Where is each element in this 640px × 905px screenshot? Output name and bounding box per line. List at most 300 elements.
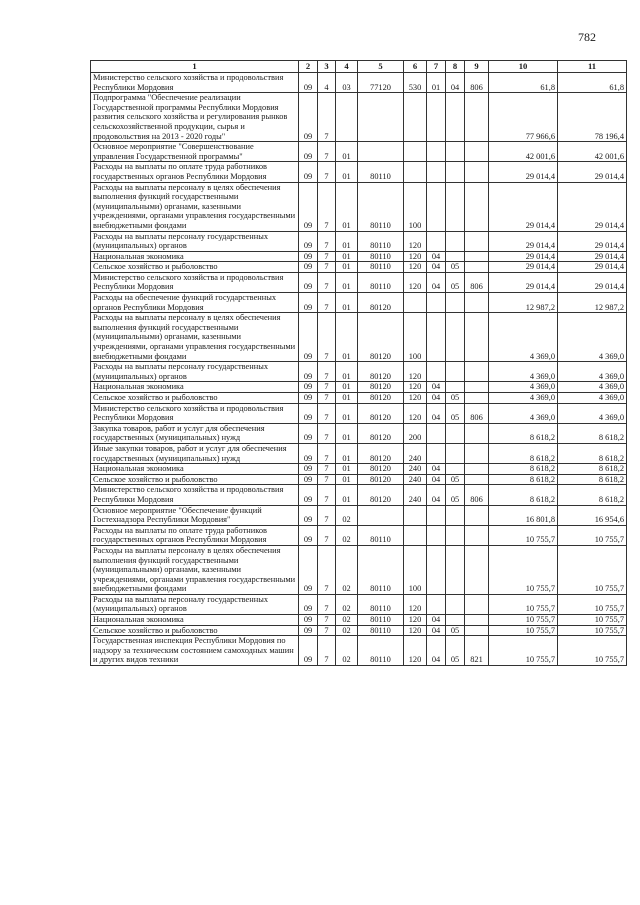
amount-year-2-cell: 29 014,4 [558,251,627,262]
code-expense-type-cell: 120 [404,382,427,393]
code-admin-cell [465,615,489,626]
code-expense-type-cell: 100 [404,182,427,231]
code-section-cell [427,142,446,162]
code-subsection-cell: 05 [446,636,465,666]
code-direction-cell: 80110 [358,182,404,231]
amount-year-2-cell: 10 755,7 [558,625,627,636]
code-admin-cell: 806 [465,73,489,93]
code-section-cell: 04 [427,485,446,505]
row-name-cell: Основное мероприятие "Обеспечение функций Гостехнадзора Республики Мордовия" [91,505,299,525]
code-admin-cell [465,293,489,313]
table-row [91,293,627,313]
amount-year-2-cell: 8 618,2 [558,423,627,443]
code-subsection-cell [446,423,465,443]
code-subsection-cell [446,443,465,463]
table-body [91,73,627,666]
code-ministry-cell: 09 [299,525,318,545]
amount-year-1-cell: 4 369,0 [489,362,558,382]
code-ministry-cell: 09 [299,182,318,231]
column-header: 8 [446,61,465,73]
table-row [91,162,627,182]
code-subprogram-cell: 02 [336,636,358,666]
amount-year-2-cell: 42 001,6 [558,142,627,162]
amount-year-1-cell: 4 369,0 [489,393,558,404]
code-program-cell: 7 [318,403,336,423]
code-subprogram-cell: 01 [336,362,358,382]
table-row [91,423,627,443]
row-name-cell: Расходы на выплаты персоналу государственных (муниципальных) органов [91,362,299,382]
code-ministry-cell: 09 [299,594,318,614]
code-expense-type-cell: 120 [404,393,427,404]
code-subprogram-cell: 01 [336,182,358,231]
code-section-cell [427,545,446,594]
row-name-cell: Расходы на выплаты персоналу в целях обеспечения выполнения функций государственными (муниципальными) органами, казенными учреждениями, органами управления государственными внебюджетными фондами [91,182,299,231]
code-direction-cell: 80120 [358,485,404,505]
amount-year-2-cell: 4 369,0 [558,362,627,382]
row-name-cell: Иные закупки товаров, работ и услуг для обеспечения государственных (муниципальных) нужд [91,443,299,463]
amount-year-1-cell: 4 369,0 [489,313,558,362]
table-row [91,464,627,475]
code-subsection-cell [446,231,465,251]
code-section-cell: 04 [427,251,446,262]
code-subprogram-cell: 01 [336,293,358,313]
table-row [91,443,627,463]
code-direction-cell: 80110 [358,162,404,182]
code-ministry-cell: 09 [299,545,318,594]
code-direction-cell [358,142,404,162]
code-direction-cell: 80110 [358,636,404,666]
code-subsection-cell: 05 [446,474,465,485]
code-direction-cell: 80110 [358,625,404,636]
amount-year-1-cell: 8 618,2 [489,485,558,505]
code-admin-cell [465,464,489,475]
row-name-cell: Подпрограмма "Обеспечение реализации Государственной программы Республики Мордовия развития сельского хозяйства и регулирования рынков сельскохозяйственной продукции, сырья и продовольствия на 2013 - 2020 годы" [91,93,299,142]
table-row [91,73,627,93]
code-program-cell: 7 [318,142,336,162]
code-expense-type-cell: 120 [404,362,427,382]
table-row [91,545,627,594]
amount-year-2-cell: 10 755,7 [558,615,627,626]
code-subprogram-cell: 01 [336,382,358,393]
code-program-cell: 7 [318,382,336,393]
amount-year-2-cell: 29 014,4 [558,231,627,251]
code-subsection-cell [446,382,465,393]
row-name-cell: Сельское хозяйство и рыболовство [91,625,299,636]
code-admin-cell [465,251,489,262]
code-subsection-cell [446,594,465,614]
amount-year-2-cell: 8 618,2 [558,464,627,475]
code-subsection-cell [446,362,465,382]
code-direction-cell: 80120 [358,403,404,423]
amount-year-1-cell: 10 755,7 [489,594,558,614]
table-row [91,231,627,251]
code-subprogram-cell: 01 [336,393,358,404]
code-subsection-cell [446,182,465,231]
code-subsection-cell [446,525,465,545]
code-expense-type-cell: 120 [404,272,427,292]
column-header: 10 [489,61,558,73]
code-direction-cell: 80120 [358,313,404,362]
amount-year-1-cell: 10 755,7 [489,545,558,594]
code-direction-cell: 77120 [358,73,404,93]
row-name-cell: Сельское хозяйство и рыболовство [91,262,299,273]
column-header: 1 [91,61,299,73]
code-section-cell: 04 [427,636,446,666]
code-subprogram-cell [336,93,358,142]
code-ministry-cell: 09 [299,313,318,362]
amount-year-2-cell: 61,8 [558,73,627,93]
code-subprogram-cell: 01 [336,443,358,463]
table-row [91,142,627,162]
code-expense-type-cell [404,93,427,142]
amount-year-2-cell: 8 618,2 [558,443,627,463]
code-ministry-cell: 09 [299,464,318,475]
code-subsection-cell: 05 [446,262,465,273]
code-expense-type-cell [404,293,427,313]
code-expense-type-cell: 240 [404,474,427,485]
code-admin-cell [465,525,489,545]
code-subsection-cell [446,313,465,362]
amount-year-1-cell: 29 014,4 [489,182,558,231]
table-row [91,403,627,423]
code-section-cell [427,594,446,614]
code-admin-cell [465,443,489,463]
code-program-cell: 7 [318,423,336,443]
amount-year-2-cell: 10 755,7 [558,545,627,594]
code-section-cell [427,162,446,182]
row-name-cell: Расходы на выплаты персоналу государственных (муниципальных) органов [91,594,299,614]
amount-year-1-cell: 29 014,4 [489,262,558,273]
table-row [91,505,627,525]
code-program-cell: 7 [318,313,336,362]
row-name-cell: Министерство сельского хозяйства и продовольствия Республики Мордовия [91,73,299,93]
amount-year-2-cell: 4 369,0 [558,403,627,423]
table-row [91,272,627,292]
code-ministry-cell: 09 [299,382,318,393]
code-program-cell: 7 [318,525,336,545]
table-row [91,615,627,626]
code-direction-cell: 80120 [358,443,404,463]
code-ministry-cell: 09 [299,251,318,262]
code-direction-cell: 80110 [358,545,404,594]
code-expense-type-cell: 120 [404,636,427,666]
code-program-cell: 7 [318,443,336,463]
code-subsection-cell [446,505,465,525]
code-admin-cell [465,182,489,231]
code-section-cell [427,525,446,545]
code-direction-cell: 80110 [358,615,404,626]
table-row [91,393,627,404]
code-direction-cell: 80110 [358,251,404,262]
code-admin-cell [465,594,489,614]
code-subsection-cell [446,162,465,182]
code-ministry-cell: 09 [299,505,318,525]
amount-year-2-cell: 29 014,4 [558,182,627,231]
amount-year-2-cell: 4 369,0 [558,393,627,404]
row-name-cell: Расходы на выплаты по оплате труда работников государственных органов Республики Мордовия [91,162,299,182]
code-program-cell: 7 [318,272,336,292]
code-program-cell: 7 [318,262,336,273]
code-ministry-cell: 09 [299,293,318,313]
code-admin-cell: 821 [465,636,489,666]
amount-year-1-cell: 29 014,4 [489,231,558,251]
code-section-cell: 04 [427,615,446,626]
code-ministry-cell: 09 [299,73,318,93]
row-name-cell: Расходы на выплаты по оплате труда работников государственных органов Республики Мордовия [91,525,299,545]
code-admin-cell: 806 [465,272,489,292]
code-admin-cell [465,142,489,162]
code-expense-type-cell [404,142,427,162]
code-section-cell: 04 [427,474,446,485]
code-subsection-cell [446,464,465,475]
code-expense-type-cell: 120 [404,625,427,636]
code-section-cell: 01 [427,73,446,93]
code-program-cell: 7 [318,393,336,404]
amount-year-1-cell: 61,8 [489,73,558,93]
amount-year-1-cell: 8 618,2 [489,423,558,443]
code-subprogram-cell: 02 [336,594,358,614]
code-admin-cell: 806 [465,485,489,505]
code-subprogram-cell: 01 [336,231,358,251]
amount-year-1-cell: 8 618,2 [489,474,558,485]
row-name-cell: Закупка товаров, работ и услуг для обеспечения государственных (муниципальных) нужд [91,423,299,443]
code-ministry-cell: 09 [299,403,318,423]
code-direction-cell: 80110 [358,231,404,251]
amount-year-1-cell: 12 987,2 [489,293,558,313]
code-section-cell: 04 [427,464,446,475]
code-program-cell: 7 [318,293,336,313]
code-subprogram-cell: 02 [336,525,358,545]
column-header: 4 [336,61,358,73]
code-ministry-cell: 09 [299,162,318,182]
row-name-cell: Национальная экономика [91,251,299,262]
amount-year-1-cell: 10 755,7 [489,625,558,636]
code-admin-cell [465,262,489,273]
code-program-cell: 7 [318,545,336,594]
code-section-cell: 04 [427,403,446,423]
code-direction-cell: 80120 [358,393,404,404]
code-section-cell [427,231,446,251]
code-admin-cell [465,625,489,636]
code-expense-type-cell: 200 [404,423,427,443]
code-admin-cell [465,393,489,404]
code-section-cell [427,182,446,231]
code-expense-type-cell: 120 [404,403,427,423]
amount-year-1-cell: 10 755,7 [489,636,558,666]
table-row [91,474,627,485]
row-name-cell: Расходы на выплаты персоналу государственных (муниципальных) органов [91,231,299,251]
code-subprogram-cell: 01 [336,403,358,423]
header-row [91,61,627,73]
code-program-cell: 7 [318,231,336,251]
code-expense-type-cell: 240 [404,485,427,505]
amount-year-2-cell: 10 755,7 [558,594,627,614]
code-program-cell: 7 [318,505,336,525]
code-subsection-cell [446,142,465,162]
code-subprogram-cell: 01 [336,485,358,505]
row-name-cell: Государственная инспекция Республики Мордовия по надзору за техническим состоянием самоходных машин и других видов техники [91,636,299,666]
amount-year-1-cell: 4 369,0 [489,382,558,393]
code-subprogram-cell: 01 [336,272,358,292]
code-expense-type-cell [404,505,427,525]
column-header: 11 [558,61,627,73]
code-ministry-cell: 09 [299,393,318,404]
column-header: 2 [299,61,318,73]
table-row [91,251,627,262]
code-direction-cell: 80120 [358,362,404,382]
table-row [91,594,627,614]
code-subprogram-cell: 01 [336,313,358,362]
code-subsection-cell: 04 [446,73,465,93]
code-expense-type-cell [404,525,427,545]
code-admin-cell [465,231,489,251]
code-subprogram-cell: 02 [336,615,358,626]
code-section-cell [427,313,446,362]
amount-year-2-cell: 29 014,4 [558,262,627,273]
code-subsection-cell: 05 [446,485,465,505]
table-row [91,182,627,231]
code-program-cell: 7 [318,162,336,182]
page-number: 782 [578,30,596,44]
code-subsection-cell [446,93,465,142]
column-header: 5 [358,61,404,73]
code-section-cell: 04 [427,382,446,393]
amount-year-2-cell: 12 987,2 [558,293,627,313]
row-name-cell: Национальная экономика [91,382,299,393]
code-program-cell: 7 [318,594,336,614]
code-program-cell: 7 [318,474,336,485]
column-header: 9 [465,61,489,73]
code-subsection-cell [446,293,465,313]
code-program-cell: 7 [318,615,336,626]
code-admin-cell [465,474,489,485]
code-ministry-cell: 09 [299,142,318,162]
code-ministry-cell: 09 [299,93,318,142]
amount-year-1-cell: 8 618,2 [489,443,558,463]
code-direction-cell: 80110 [358,594,404,614]
code-expense-type-cell: 120 [404,615,427,626]
amount-year-2-cell: 29 014,4 [558,162,627,182]
row-name-cell: Расходы на обеспечение функций государственных органов Республики Мордовия [91,293,299,313]
table-row [91,636,627,666]
amount-year-2-cell: 10 755,7 [558,525,627,545]
code-section-cell [427,505,446,525]
amount-year-1-cell: 8 618,2 [489,464,558,475]
code-ministry-cell: 09 [299,474,318,485]
code-direction-cell: 80110 [358,525,404,545]
table-row [91,362,627,382]
budget-table [90,60,627,666]
code-direction-cell: 80110 [358,262,404,273]
code-section-cell [427,443,446,463]
code-ministry-cell: 09 [299,423,318,443]
table-row [91,382,627,393]
code-ministry-cell: 09 [299,636,318,666]
code-direction-cell: 80110 [358,272,404,292]
amount-year-1-cell: 77 966,6 [489,93,558,142]
amount-year-1-cell: 10 755,7 [489,525,558,545]
code-expense-type-cell: 100 [404,313,427,362]
amount-year-1-cell: 16 801,8 [489,505,558,525]
amount-year-1-cell: 4 369,0 [489,403,558,423]
amount-year-1-cell: 29 014,4 [489,162,558,182]
row-name-cell: Расходы на выплаты персоналу в целях обеспечения выполнения функций государственными (муниципальными) органами, казенными учреждениями, органами управления государственными внебюджетными фондами [91,313,299,362]
column-header: 7 [427,61,446,73]
code-expense-type-cell: 120 [404,251,427,262]
row-name-cell: Основное мероприятие "Совершенствование управления Государственной программы" [91,142,299,162]
code-admin-cell: 806 [465,403,489,423]
row-name-cell: Национальная экономика [91,464,299,475]
code-subprogram-cell: 01 [336,162,358,182]
code-admin-cell [465,362,489,382]
code-section-cell: 04 [427,625,446,636]
code-program-cell: 7 [318,485,336,505]
table-row [91,93,627,142]
amount-year-1-cell: 10 755,7 [489,615,558,626]
code-subsection-cell: 05 [446,393,465,404]
code-admin-cell [465,162,489,182]
code-admin-cell [465,423,489,443]
table-row [91,625,627,636]
code-direction-cell: 80120 [358,464,404,475]
code-expense-type-cell: 530 [404,73,427,93]
code-program-cell: 7 [318,93,336,142]
code-subprogram-cell: 01 [336,423,358,443]
row-name-cell: Министерство сельского хозяйства и продовольствия Республики Мордовия [91,272,299,292]
code-subsection-cell [446,545,465,594]
column-header: 3 [318,61,336,73]
row-name-cell: Расходы на выплаты персоналу в целях обеспечения выполнения функций государственными (муниципальными) органами, казенными учреждениями, органами управления государственными внебюджетными фондами [91,545,299,594]
code-subprogram-cell: 01 [336,142,358,162]
column-header: 6 [404,61,427,73]
code-ministry-cell: 09 [299,231,318,251]
code-expense-type-cell: 240 [404,464,427,475]
code-admin-cell [465,382,489,393]
code-ministry-cell: 09 [299,625,318,636]
code-ministry-cell: 09 [299,615,318,626]
code-program-cell: 7 [318,251,336,262]
code-ministry-cell: 09 [299,272,318,292]
code-section-cell [427,423,446,443]
code-expense-type-cell: 100 [404,545,427,594]
code-ministry-cell: 09 [299,362,318,382]
code-expense-type-cell: 240 [404,443,427,463]
code-subprogram-cell: 01 [336,262,358,273]
table-row [91,485,627,505]
amount-year-1-cell: 29 014,4 [489,251,558,262]
code-section-cell: 04 [427,393,446,404]
code-expense-type-cell: 120 [404,231,427,251]
code-section-cell [427,93,446,142]
code-program-cell: 7 [318,362,336,382]
code-subprogram-cell: 02 [336,625,358,636]
code-subsection-cell [446,615,465,626]
code-program-cell: 7 [318,182,336,231]
amount-year-1-cell: 42 001,6 [489,142,558,162]
code-program-cell: 7 [318,464,336,475]
code-admin-cell [465,505,489,525]
amount-year-2-cell: 29 014,4 [558,272,627,292]
code-direction-cell: 80120 [358,382,404,393]
amount-year-1-cell: 29 014,4 [489,272,558,292]
amount-year-2-cell: 16 954,6 [558,505,627,525]
code-direction-cell [358,93,404,142]
code-ministry-cell: 09 [299,262,318,273]
code-admin-cell [465,545,489,594]
code-subprogram-cell: 02 [336,505,358,525]
code-direction-cell [358,505,404,525]
code-subsection-cell: 05 [446,625,465,636]
